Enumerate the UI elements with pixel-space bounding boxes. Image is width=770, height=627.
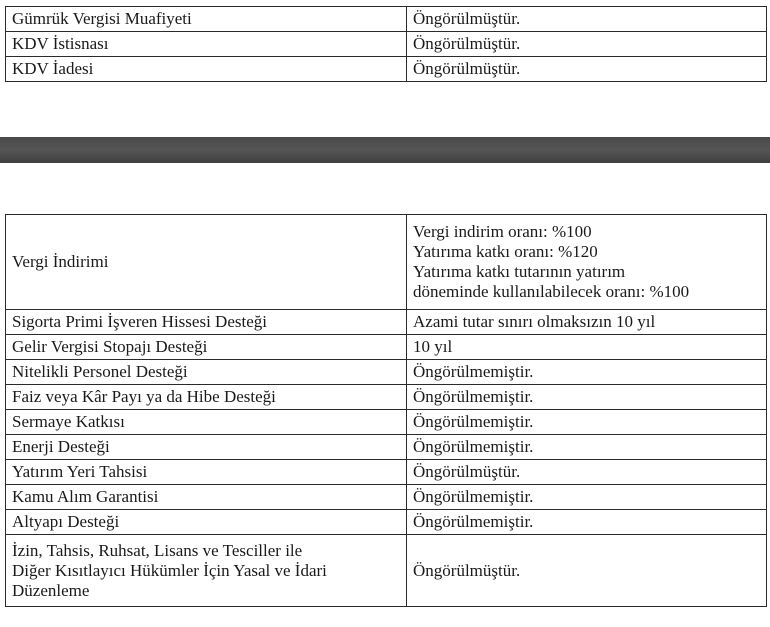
row-label: Sermaye Katkısı <box>6 410 407 435</box>
row-value: Öngörülmemiştir. <box>407 410 767 435</box>
row-label: Yatırım Yeri Tahsisi <box>6 460 407 485</box>
row-value: 10 yıl <box>407 335 767 360</box>
row-label: KDV İadesi <box>6 57 407 82</box>
row-label: Faiz veya Kâr Payı ya da Hibe Desteği <box>6 385 407 410</box>
row-label: Nitelikli Personel Desteği <box>6 360 407 385</box>
label-line: Diğer Kısıtlayıcı Hükümler İçin Yasal ve İdari <box>12 560 327 580</box>
label-line: Düzenleme <box>12 580 90 600</box>
row-value: Öngörülmemiştir. <box>407 435 767 460</box>
table-row <box>6 310 767 335</box>
row-label: KDV İstisnası <box>6 32 407 57</box>
row-label: Sigorta Primi İşveren Hissesi Desteği <box>6 310 407 335</box>
value-line: döneminde kullanılabilecek oranı: %100 <box>413 282 690 301</box>
row-value: Öngörülmüştür. <box>407 7 767 32</box>
row-value-multiline <box>407 215 767 310</box>
row-label: Gümrük Vergisi Muafiyeti <box>6 7 407 32</box>
incentive-table-bottom <box>5 214 767 607</box>
value-line: Yatırıma katkı tutarının yatırım <box>413 262 626 281</box>
table-row <box>6 435 767 460</box>
value-line: Vergi indirim oranı: %100 <box>413 222 592 241</box>
table-row <box>6 335 767 360</box>
row-label-multiline <box>6 535 407 607</box>
row-label: Altyapı Desteği <box>6 510 407 535</box>
row-value: Öngörülmemiştir. <box>407 360 767 385</box>
row-label: Vergi İndirimi <box>6 215 407 310</box>
table-row <box>6 385 767 410</box>
table-row <box>6 57 767 82</box>
row-label: Enerji Desteği <box>6 435 407 460</box>
table-row <box>6 460 767 485</box>
row-label: Kamu Alım Garantisi <box>6 485 407 510</box>
row-label: Gelir Vergisi Stopajı Desteği <box>6 335 407 360</box>
row-value: Öngörülmemiştir. <box>407 385 767 410</box>
row-value: Öngörülmüştür. <box>407 57 767 82</box>
label-line: İzin, Tahsis, Ruhsat, Lisans ve Tesciller ile <box>12 540 303 560</box>
row-value: Azami tutar sınırı olmaksızın 10 yıl <box>407 310 767 335</box>
table-row <box>6 7 767 32</box>
table-row <box>6 535 767 607</box>
table-row <box>6 510 767 535</box>
table-row <box>6 32 767 57</box>
row-value: Öngörülmemiştir. <box>407 510 767 535</box>
row-value: Öngörülmüştür. <box>407 460 767 485</box>
table-row <box>6 485 767 510</box>
row-value: Öngörülmüştür. <box>407 32 767 57</box>
page-divider-band <box>0 137 770 163</box>
value-line: Yatırıma katkı oranı: %120 <box>413 242 598 261</box>
table-row <box>6 360 767 385</box>
incentive-table-top <box>5 6 767 82</box>
row-value: Öngörülmüştür. <box>407 535 767 607</box>
table-row <box>6 410 767 435</box>
row-value: Öngörülmemiştir. <box>407 485 767 510</box>
table-row <box>6 215 767 310</box>
